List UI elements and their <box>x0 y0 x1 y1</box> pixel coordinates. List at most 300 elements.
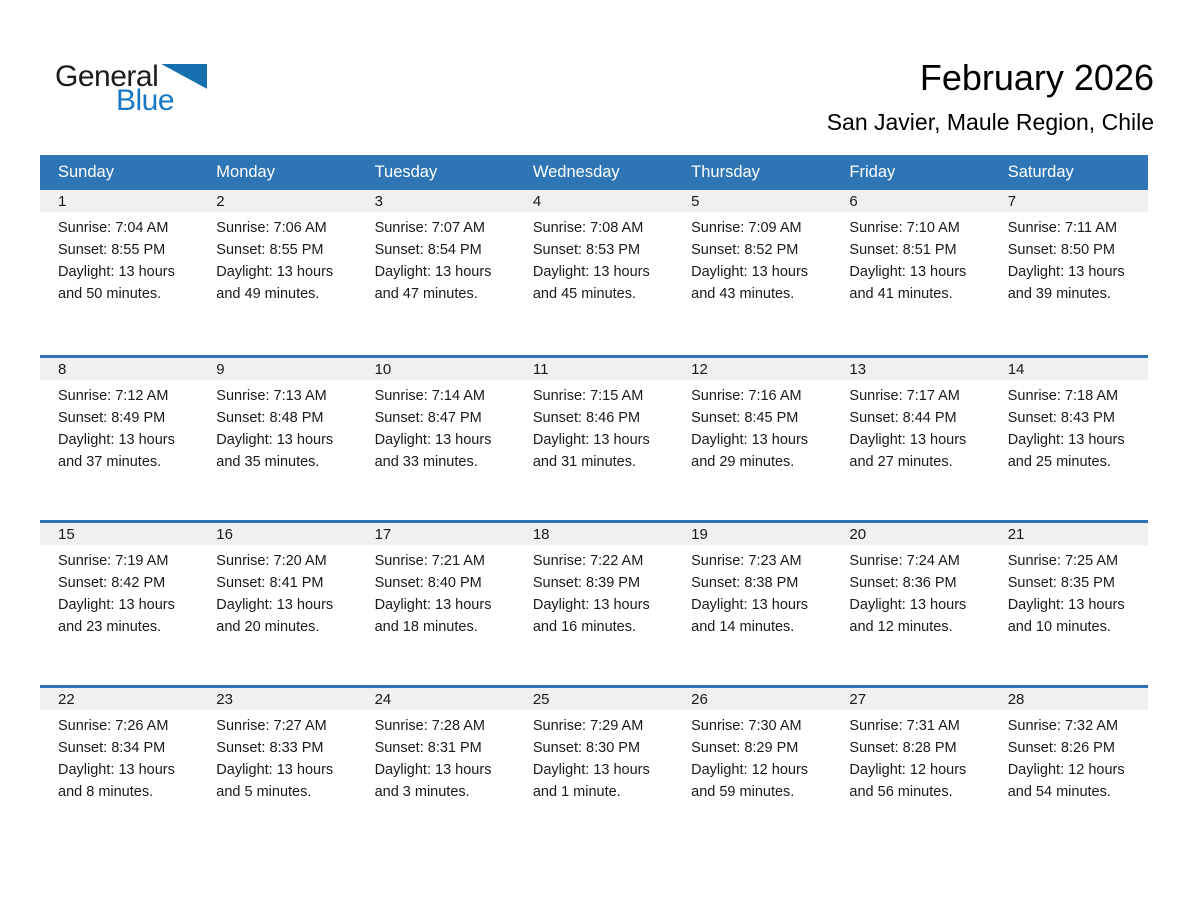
weekday-sunday: Sunday <box>58 163 114 181</box>
sunset-label: Sunset: <box>691 740 741 756</box>
sunrise-line <box>691 385 821 407</box>
sunrise-value: 7:27 AM <box>273 718 327 734</box>
week-details-row <box>40 212 1148 305</box>
day-cell <box>673 715 831 803</box>
sunset-value: 8:40 PM <box>427 575 482 591</box>
sunrise-value: 7:30 AM <box>748 718 802 734</box>
day-number: 17 <box>374 526 392 543</box>
day-number: 9 <box>216 361 225 378</box>
sunrise-line <box>849 217 979 239</box>
daylight-line <box>58 594 188 638</box>
day-cell <box>40 715 198 803</box>
sunrise-line <box>849 715 979 737</box>
sunrise-line <box>216 217 346 239</box>
sunrise-label: Sunrise: <box>58 388 112 404</box>
sunset-line <box>1008 239 1138 261</box>
daylight-label: Daylight: <box>374 762 431 778</box>
daylight-line <box>58 759 188 803</box>
sunrise-value: 7:21 AM <box>431 553 485 569</box>
week-details-row <box>40 710 1148 803</box>
daylight-label: Daylight: <box>532 264 590 280</box>
daylight-line <box>849 261 979 305</box>
sunset-value: 8:31 PM <box>427 740 482 756</box>
daylight-value: 13 hours and 5 minutes. <box>216 762 334 800</box>
daylight-label: Daylight: <box>58 264 115 280</box>
day-cell <box>990 550 1148 638</box>
calendar-grid <box>40 155 1148 850</box>
daylight-line <box>375 759 505 803</box>
daylight-label: Daylight: <box>216 597 273 613</box>
sunset-value: 8:51 PM <box>902 242 957 258</box>
daylight-line <box>216 594 346 638</box>
day-cell <box>990 385 1148 473</box>
day-number: 14 <box>1007 361 1025 378</box>
daylight-value: 13 hours and 12 minutes. <box>849 597 967 635</box>
day-number: 3 <box>374 193 383 210</box>
daylight-label: Daylight: <box>58 762 115 778</box>
weeks-container <box>40 190 1148 850</box>
daylight-line <box>691 429 821 473</box>
sunrise-label: Sunrise: <box>1007 718 1061 734</box>
daylight-label: Daylight: <box>849 762 906 778</box>
daylight-line <box>375 594 505 638</box>
sunrise-label: Sunrise: <box>216 220 270 236</box>
sunrise-line <box>58 715 188 737</box>
daylight-line <box>849 594 979 638</box>
sunrise-label: Sunrise: <box>691 553 745 569</box>
sunset-line <box>691 239 821 261</box>
daylight-value: 13 hours and 49 minutes. <box>216 264 334 302</box>
daylight-value: 13 hours and 29 minutes. <box>691 432 809 470</box>
daylight-label: Daylight: <box>374 264 431 280</box>
sunrise-line <box>1008 217 1138 239</box>
day-number: 5 <box>691 193 700 210</box>
sunrise-line <box>216 385 346 407</box>
sunset-value: 8:55 PM <box>269 242 324 258</box>
sunrise-value: 7:10 AM <box>906 220 960 236</box>
sunrise-label: Sunrise: <box>532 718 587 734</box>
daylight-line <box>216 261 346 305</box>
location-subtitle: San Javier, Maule Region, Chile <box>826 109 1154 135</box>
sunset-label: Sunset: <box>691 575 741 591</box>
sunset-label: Sunset: <box>1007 740 1057 756</box>
sunrise-value: 7:18 AM <box>1064 388 1119 404</box>
sunset-value: 8:54 PM <box>427 242 482 258</box>
sunset-line <box>533 407 663 429</box>
daylight-label: Daylight: <box>691 597 748 613</box>
sunrise-label: Sunrise: <box>532 388 587 404</box>
day-cell <box>198 715 356 803</box>
sunrise-line <box>849 550 979 572</box>
sunset-label: Sunset: <box>58 740 108 756</box>
daylight-line <box>533 759 663 803</box>
daylight-label: Daylight: <box>216 432 273 448</box>
day-number: 6 <box>849 193 858 210</box>
daylight-label: Daylight: <box>1007 762 1065 778</box>
sunrise-line <box>533 550 663 572</box>
sunrise-label: Sunrise: <box>374 553 428 569</box>
sunrise-label: Sunrise: <box>1007 553 1061 569</box>
sunrise-value: 7:23 AM <box>748 553 802 569</box>
sunrise-label: Sunrise: <box>1007 220 1061 236</box>
daylight-value: 13 hours and 45 minutes. <box>532 264 650 302</box>
daylight-value: 13 hours and 1 minute. <box>532 762 650 800</box>
day-cell <box>990 715 1148 803</box>
sunset-value: 8:26 PM <box>1060 740 1115 756</box>
daylight-line <box>691 261 821 305</box>
day-number: 27 <box>849 691 867 708</box>
sunrise-label: Sunrise: <box>532 553 587 569</box>
day-cell <box>198 550 356 638</box>
sunrise-value: 7:19 AM <box>115 553 169 569</box>
daylight-value: 13 hours and 18 minutes. <box>374 597 492 635</box>
day-cell <box>357 217 515 305</box>
daylight-line <box>533 429 663 473</box>
sunrise-label: Sunrise: <box>374 718 428 734</box>
daylight-label: Daylight: <box>849 597 906 613</box>
daylight-value: 13 hours and 25 minutes. <box>1007 432 1125 470</box>
sunset-line <box>849 737 979 759</box>
sunset-line <box>849 572 979 594</box>
day-cell <box>515 550 673 638</box>
logo-text-blue: Blue <box>116 84 175 117</box>
daylight-line <box>1008 261 1138 305</box>
day-cell <box>515 217 673 305</box>
day-cell <box>673 385 831 473</box>
sunset-label: Sunset: <box>1007 242 1057 258</box>
weekday-monday: Monday <box>216 163 275 181</box>
daylight-label: Daylight: <box>532 762 590 778</box>
sunrise-label: Sunrise: <box>849 553 903 569</box>
daylight-label: Daylight: <box>532 432 590 448</box>
sunset-value: 8:52 PM <box>744 242 799 258</box>
day-number: 7 <box>1007 193 1017 210</box>
sunrise-line <box>375 385 505 407</box>
daylight-line <box>58 429 188 473</box>
day-cell <box>831 715 989 803</box>
sunrise-label: Sunrise: <box>691 718 745 734</box>
daylight-line <box>216 429 346 473</box>
sunrise-line <box>533 715 663 737</box>
daylight-line <box>849 429 979 473</box>
sunset-line <box>58 572 188 594</box>
daylight-line <box>533 261 663 305</box>
daylight-value: 13 hours and 16 minutes. <box>532 597 650 635</box>
sunset-label: Sunset: <box>58 575 108 591</box>
day-number: 19 <box>691 526 708 543</box>
day-number-strip <box>40 523 1148 545</box>
day-number: 8 <box>58 361 67 378</box>
daylight-value: 13 hours and 39 minutes. <box>1007 264 1125 302</box>
day-number: 22 <box>58 691 75 708</box>
daylight-value: 13 hours and 50 minutes. <box>58 264 175 302</box>
day-number: 26 <box>691 691 708 708</box>
sunrise-value: 7:09 AM <box>748 220 802 236</box>
sunrise-label: Sunrise: <box>216 718 270 734</box>
day-cell <box>40 550 198 638</box>
sunrise-value: 7:14 AM <box>431 388 485 404</box>
day-cell <box>357 715 515 803</box>
daylight-line <box>533 594 663 638</box>
day-number: 25 <box>532 691 550 708</box>
sunrise-label: Sunrise: <box>58 553 112 569</box>
week-row <box>40 520 1148 685</box>
sunset-label: Sunset: <box>691 410 741 426</box>
weekday-friday: Friday <box>849 163 896 181</box>
daylight-label: Daylight: <box>1007 432 1065 448</box>
sunset-line <box>375 737 505 759</box>
sunset-line <box>216 572 346 594</box>
sunset-line <box>58 239 188 261</box>
sunset-value: 8:30 PM <box>586 740 641 756</box>
day-cell <box>831 550 989 638</box>
sunrise-value: 7:32 AM <box>1064 718 1119 734</box>
week-row <box>40 685 1148 850</box>
sunrise-line <box>1008 550 1138 572</box>
sunset-label: Sunset: <box>216 242 266 258</box>
sunset-label: Sunset: <box>58 410 108 426</box>
sunrise-value: 7:12 AM <box>115 388 169 404</box>
month-title: February 2026 <box>919 57 1154 98</box>
sunset-line <box>691 572 821 594</box>
daylight-line <box>849 759 979 803</box>
sunrise-label: Sunrise: <box>374 388 428 404</box>
day-cell <box>40 217 198 305</box>
day-cell <box>515 385 673 473</box>
day-cell <box>673 550 831 638</box>
sunset-label: Sunset: <box>216 575 266 591</box>
title-block <box>827 58 1154 135</box>
day-number: 24 <box>374 691 392 708</box>
sunset-line <box>375 239 505 261</box>
sunset-label: Sunset: <box>849 410 899 426</box>
sunset-line <box>1008 407 1138 429</box>
sunset-value: 8:36 PM <box>902 575 957 591</box>
sunset-line <box>58 407 188 429</box>
daylight-line <box>691 594 821 638</box>
daylight-label: Daylight: <box>691 762 748 778</box>
sunset-line <box>375 572 505 594</box>
day-cell <box>198 217 356 305</box>
sunset-label: Sunset: <box>532 575 583 591</box>
sunrise-value: 7:06 AM <box>273 220 327 236</box>
daylight-value: 13 hours and 8 minutes. <box>58 762 175 800</box>
sunset-label: Sunset: <box>216 740 266 756</box>
day-number: 15 <box>58 526 75 543</box>
daylight-value: 12 hours and 59 minutes. <box>691 762 809 800</box>
sunset-value: 8:43 PM <box>1060 410 1115 426</box>
daylight-label: Daylight: <box>1007 264 1065 280</box>
daylight-label: Daylight: <box>374 597 431 613</box>
daylight-label: Daylight: <box>1007 597 1065 613</box>
day-number: 2 <box>216 193 225 210</box>
daylight-line <box>1008 759 1138 803</box>
day-cell <box>990 217 1148 305</box>
daylight-value: 12 hours and 56 minutes. <box>849 762 967 800</box>
sunset-value: 8:55 PM <box>111 242 166 258</box>
sunrise-value: 7:31 AM <box>906 718 960 734</box>
daylight-label: Daylight: <box>374 432 431 448</box>
daylight-value: 13 hours and 20 minutes. <box>216 597 334 635</box>
sunset-value: 8:49 PM <box>111 410 166 426</box>
week-details-row <box>40 545 1148 638</box>
sunset-value: 8:38 PM <box>744 575 799 591</box>
day-number-strip <box>40 190 1148 212</box>
sunrise-line <box>1008 715 1138 737</box>
day-number: 12 <box>691 361 708 378</box>
sunrise-line <box>691 550 821 572</box>
daylight-value: 13 hours and 33 minutes. <box>374 432 492 470</box>
sunset-line <box>216 407 346 429</box>
week-row <box>40 190 1148 355</box>
sunset-label: Sunset: <box>532 740 583 756</box>
sunset-label: Sunset: <box>1007 410 1057 426</box>
day-number: 16 <box>216 526 233 543</box>
daylight-line <box>375 261 505 305</box>
sunrise-value: 7:22 AM <box>590 553 644 569</box>
weekday-wednesday: Wednesday <box>532 163 620 181</box>
sunrise-value: 7:15 AM <box>590 388 644 404</box>
sunset-line <box>216 239 346 261</box>
sunset-label: Sunset: <box>374 740 424 756</box>
sunrise-value: 7:11 AM <box>1064 220 1118 236</box>
daylight-value: 13 hours and 23 minutes. <box>58 597 175 635</box>
sunset-line <box>849 239 979 261</box>
sunrise-line <box>691 217 821 239</box>
sunset-value: 8:35 PM <box>1060 575 1115 591</box>
sunrise-label: Sunrise: <box>691 220 745 236</box>
week-details-row <box>40 380 1148 473</box>
sunset-line <box>691 407 821 429</box>
sunrise-line <box>216 715 346 737</box>
daylight-value: 13 hours and 35 minutes. <box>216 432 334 470</box>
sunrise-line <box>375 217 505 239</box>
sunset-line <box>1008 572 1138 594</box>
sunset-label: Sunset: <box>532 410 583 426</box>
sunset-line <box>216 737 346 759</box>
day-cell <box>831 217 989 305</box>
sunrise-line <box>216 550 346 572</box>
daylight-value: 13 hours and 14 minutes. <box>691 597 809 635</box>
sunrise-value: 7:16 AM <box>748 388 802 404</box>
sunrise-value: 7:13 AM <box>273 388 327 404</box>
daylight-line <box>58 261 188 305</box>
daylight-label: Daylight: <box>849 264 906 280</box>
sunrise-label: Sunrise: <box>216 388 270 404</box>
sunset-line <box>58 737 188 759</box>
sunrise-line <box>533 385 663 407</box>
sunset-value: 8:44 PM <box>902 410 957 426</box>
day-number: 1 <box>58 193 67 210</box>
daylight-label: Daylight: <box>691 264 748 280</box>
daylight-value: 13 hours and 27 minutes. <box>849 432 967 470</box>
sunset-label: Sunset: <box>849 575 899 591</box>
daylight-label: Daylight: <box>216 762 273 778</box>
sunrise-label: Sunrise: <box>532 220 587 236</box>
sunset-value: 8:29 PM <box>744 740 799 756</box>
sunrise-value: 7:08 AM <box>590 220 644 236</box>
sunset-label: Sunset: <box>374 410 424 426</box>
sunrise-value: 7:29 AM <box>590 718 644 734</box>
sunrise-line <box>1008 385 1138 407</box>
daylight-line <box>691 759 821 803</box>
day-number: 28 <box>1007 691 1025 708</box>
sunset-label: Sunset: <box>58 242 108 258</box>
day-cell <box>673 217 831 305</box>
day-cell <box>357 385 515 473</box>
sunset-label: Sunset: <box>849 242 899 258</box>
day-cell <box>515 715 673 803</box>
sunrise-label: Sunrise: <box>1007 388 1061 404</box>
sunset-value: 8:53 PM <box>586 242 641 258</box>
sunrise-label: Sunrise: <box>374 220 428 236</box>
sunset-label: Sunset: <box>691 242 741 258</box>
daylight-label: Daylight: <box>532 597 590 613</box>
daylight-line <box>1008 429 1138 473</box>
logo-text-general: General <box>55 60 159 93</box>
sunset-label: Sunset: <box>849 740 899 756</box>
sunrise-line <box>375 550 505 572</box>
sunrise-label: Sunrise: <box>216 553 270 569</box>
daylight-value: 13 hours and 31 minutes. <box>532 432 650 470</box>
sunrise-label: Sunrise: <box>691 388 745 404</box>
sunset-line <box>533 239 663 261</box>
sunrise-line <box>58 550 188 572</box>
day-number: 10 <box>374 361 392 378</box>
day-number: 13 <box>849 361 867 378</box>
weekday-thursday: Thursday <box>691 163 760 181</box>
day-number: 18 <box>532 526 550 543</box>
day-number: 20 <box>849 526 867 543</box>
sunset-value: 8:45 PM <box>744 410 799 426</box>
sunset-value: 8:41 PM <box>269 575 324 591</box>
day-cell <box>198 385 356 473</box>
sunset-value: 8:33 PM <box>269 740 324 756</box>
weekday-header-row <box>40 155 1148 190</box>
daylight-label: Daylight: <box>849 432 906 448</box>
sunset-label: Sunset: <box>374 575 424 591</box>
sunrise-value: 7:17 AM <box>906 388 960 404</box>
sunrise-line <box>58 385 188 407</box>
sunrise-line <box>691 715 821 737</box>
sunset-value: 8:48 PM <box>269 410 324 426</box>
sunset-value: 8:42 PM <box>111 575 166 591</box>
daylight-line <box>1008 594 1138 638</box>
weekday-tuesday: Tuesday <box>374 163 438 181</box>
day-number: 23 <box>216 691 233 708</box>
general-blue-logo <box>55 60 275 117</box>
sunrise-value: 7:28 AM <box>431 718 485 734</box>
day-number: 21 <box>1007 526 1025 543</box>
sunrise-line <box>375 715 505 737</box>
sunset-value: 8:46 PM <box>586 410 641 426</box>
sunset-value: 8:39 PM <box>586 575 641 591</box>
daylight-value: 13 hours and 3 minutes. <box>374 762 492 800</box>
sunset-label: Sunset: <box>216 410 266 426</box>
sunset-line <box>849 407 979 429</box>
sunset-value: 8:47 PM <box>427 410 482 426</box>
daylight-label: Daylight: <box>216 264 273 280</box>
daylight-label: Daylight: <box>691 432 748 448</box>
sunrise-label: Sunrise: <box>849 388 903 404</box>
daylight-label: Daylight: <box>58 597 115 613</box>
daylight-line <box>216 759 346 803</box>
sunrise-label: Sunrise: <box>58 718 112 734</box>
weekday-saturday: Saturday <box>1007 163 1074 181</box>
sunrise-value: 7:07 AM <box>431 220 485 236</box>
sunrise-value: 7:20 AM <box>273 553 327 569</box>
sunrise-label: Sunrise: <box>58 220 112 236</box>
